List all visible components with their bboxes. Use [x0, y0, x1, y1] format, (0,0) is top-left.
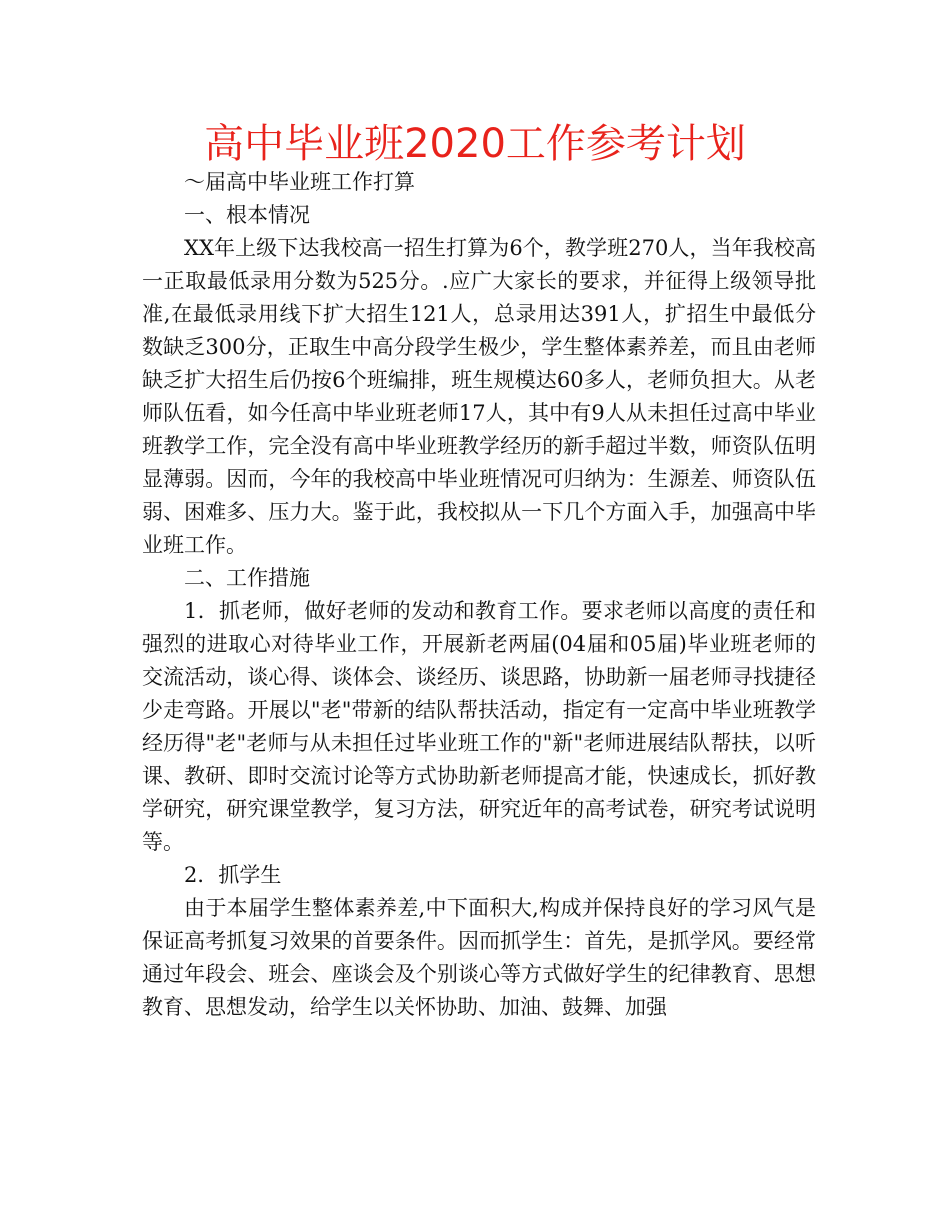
document-title: 高中毕业班2020工作参考计划 — [204, 121, 746, 167]
subheading-students: 2．抓学生 — [184, 863, 282, 887]
section-heading-work-measures: 二、工作措施 — [184, 566, 310, 590]
paragraph-students: 由于本届学生整体素养差,中下面积大,构成并保持良好的学习风气是保证高考抓复习效果的首要条件。因而抓学生：首先，是抓学风。要经常通过年段会、班会、座谈会及个别谈心等方式做好学生的纪律教育、思想教育、思想发动，给学生以关怀协助、加油、鼓舞、加强 — [142, 896, 816, 1019]
paragraph-teachers: 1．抓老师，做好老师的发动和教育工作。要求老师以高度的责任和强烈的进取心对待毕业工作，开展新老两届(04届和05届)毕业班老师的交流活动，谈心得、谈体会、谈经历、谈思路，协助新一届老师寻找捷径少走弯路。开展以"老"带新的结队帮扶活动，指定有一定高中毕业班教学经历得"老"老师与从未担任过毕业班工作的"新"老师进展结队帮扶，以听课、教研、即时交流讨论等方式协助新老师提高才能，快速成长，抓好教学研究，研究课堂教学，复习方法，研究近年的高考试卷，研究考试说明等。 — [142, 599, 816, 854]
paragraph-subtitle: ～届高中毕业班工作打算 — [184, 170, 415, 194]
document-body — [142, 166, 816, 1024]
section-heading-basic-situation: 一、根本情况 — [184, 203, 310, 227]
paragraph-basic-situation: XX年上级下达我校高一招生打算为6个，教学班270人，当年我校高一正取最低录用分数为525分。.应广大家长的要求，并征得上级领导批准,在最低录用线下扩大招生121人，总录用达391人，扩招生中最低分数缺乏300分，正取生中高分段学生极少，学生整体素养差，而且由老师缺乏扩大招生后仍按6个班编排，班生规模达60多人，老师负担大。从老师队伍看，如今任高中毕业班老师17人，其中有9人从未担任过高中毕业班教学工作，完全没有高中毕业班教学经历的新手超过半数，师资队伍明显薄弱。因而，今年的我校高中毕业班情况可归纳为：生源差、师资队伍弱、困难多、压力大。鉴于此，我校拟从一下几个方面入手，加强高中毕业班工作。 — [142, 236, 816, 557]
